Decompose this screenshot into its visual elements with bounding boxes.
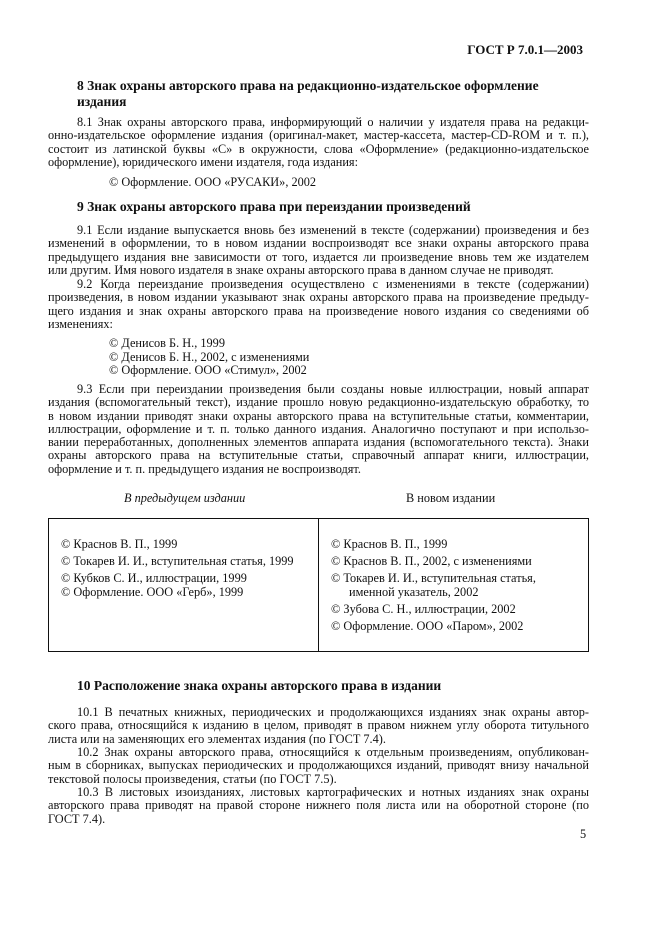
paragraph-line: 10.1 В печатных книжных, периодических и продолжающихся изданиях знак охраны автор-: [77, 705, 589, 719]
table-entry: © Краснов В. П., 1999: [331, 537, 448, 551]
caption-previous-edition: В предыдущем издании: [124, 491, 246, 505]
paragraph-line: 9.3 Если при переиздании произведения были созданы новые иллюстрации, новый аппарат: [77, 382, 589, 396]
paragraph-line: щего издания и знак охраны авторского права на произведение нового издания со сведениями об: [48, 303, 589, 318]
paragraph-line: ным в сборниках, выпусках периодических и продолжающихся изданий, приводят внизу начальной: [48, 758, 589, 773]
table-entry: © Зубова С. Н., иллюстрации, 2002: [331, 602, 516, 616]
paragraph-9-2: [48, 278, 589, 331]
table-divider: [318, 519, 319, 651]
table-entry: © Краснов В. П., 2002, с изменениями: [331, 554, 532, 568]
paragraph-line: ГОСТ 7.4).: [48, 811, 106, 826]
paragraph-line: ского права, относящийся к изданию в целом, приводят в правом нижнем углу оборота титульного: [48, 718, 589, 733]
section-8-heading: [77, 78, 589, 110]
paragraph-10-2: [48, 746, 589, 786]
paragraph-line: в новом издании приводят знаки охраны авторского права на вступительные статьи, комментарии,: [48, 408, 589, 423]
paragraph-9-1: [48, 224, 589, 277]
table-entry: © Оформление. ООО «Паром», 2002: [331, 619, 524, 633]
paragraph-line: вании переработанных, дополненных элементов аппарата издания (вспомогательного текста). Знаки: [48, 435, 589, 450]
paragraph-line: или другим. Имя нового издателя в знаке охраны авторского права в данном случае не приводят.: [48, 262, 554, 277]
paragraph-line: 10.3 В листовых изоизданиях, листовых картографических и нотных изданиях знак охраны: [77, 785, 589, 799]
standard-header: ГОСТ Р 7.0.1—2003: [467, 42, 583, 57]
paragraph-line: изменениях:: [48, 316, 113, 331]
paragraph-line: листа или на заменяющих его элементах издания (по ГОСТ 7.4).: [48, 731, 386, 746]
table-entry: © Токарев И. И., вступительная статья, 1999: [61, 554, 294, 568]
previous-edition-column: [61, 537, 294, 602]
heading-line: 8 Знак охраны авторского права на редакционно-издательское оформление: [77, 78, 539, 93]
paragraph-line: предыдущего издания вне зависимости от того, издается ли произведение вновь тем же издателем: [48, 249, 589, 264]
paragraph-10-1: [48, 706, 589, 746]
paragraph-line: изменений в оформлении, то в новом издании воспроизводят все знаки охраны авторского права: [48, 236, 589, 251]
paragraph-line: 8.1 Знак охраны авторского права, информирующий о наличии у издателя права на редакци-: [77, 115, 589, 129]
paragraph-10-3: [48, 786, 589, 826]
paragraph-line: 9.1 Если издание выпускается вновь без изменений в тексте (содержании) произведения и без: [77, 223, 589, 237]
section-9-heading: 9 Знак охраны авторского права при переиздании произведений: [77, 199, 471, 214]
heading-line: издания: [77, 94, 127, 109]
example-item: © Денисов Б. Н., 1999: [109, 336, 225, 350]
section-10-heading: 10 Расположение знака охраны авторского права в издании: [77, 678, 442, 693]
paragraph-line: оформление и т. п. предыдущего издания не воспроизводят.: [48, 461, 361, 476]
paragraph-8-1: [48, 116, 589, 169]
paragraph-line: онно-издательское оформление издания (оригинал-макет, мастер-кассета, мастер-CD-ROM и т. п.),: [48, 128, 589, 143]
examples-9-2: [109, 337, 309, 378]
paragraph-line: 10.2 Знак охраны авторского права, относящийся к отдельным произведениям, опубликован-: [77, 745, 589, 759]
paragraph-line: состоит из латинской буквы «С» в окружности, слова «Оформление» (редакционно-издательское: [48, 141, 589, 156]
example-item: © Денисов Б. Н., 2002, с изменениями: [109, 349, 310, 364]
paragraph-line: текстовой полосы произведения, статьи (по ГОСТ 7.5).: [48, 771, 337, 786]
table-entry: © Токарев И. И., вступительная статья,: [331, 571, 536, 585]
paragraph-line: издания (вспомогательный текст), издание прошло новую редакционно-издательскую обработку, то: [48, 395, 589, 410]
page-number: 5: [580, 827, 587, 841]
paragraph-line: произведения, в новом издании указывают знак охраны авторского права на произведение предыду-: [48, 290, 589, 305]
paragraph-line: охраны авторского права на вступительные статьи, справочный аппарат книги, иллюстрации,: [48, 448, 589, 463]
comparison-table: [48, 518, 589, 652]
paragraph-line: оформление), юридического имени издателя, года издания:: [48, 154, 359, 169]
paragraph-line: авторского права приводят на правой стороне нижнего поля листа или на оборотной стороне (по: [48, 798, 589, 813]
table-entry: © Краснов В. П., 1999: [61, 537, 178, 551]
table-entry: © Кубков С. И., иллюстрации, 1999: [61, 571, 247, 585]
example-8: © Оформление. ООО «РУСАКИ», 2002: [109, 175, 317, 189]
new-edition-column: [331, 537, 536, 636]
example-item: © Оформление. ООО «Стимул», 2002: [109, 363, 307, 377]
paragraph-line: 9.2 Когда переиздание произведения осуществлено с изменениями в тексте (содержании): [77, 277, 589, 291]
caption-new-edition: В новом издании: [406, 491, 496, 505]
paragraph-9-3: [48, 383, 589, 476]
paragraph-line: иллюстрации, оформление и т. п. только данного издания. Аналогично поступают и при использо-: [48, 421, 589, 436]
table-entry-continued: именной указатель, 2002: [349, 585, 479, 599]
table-entry: © Оформление. ООО «Герб», 1999: [61, 585, 244, 599]
